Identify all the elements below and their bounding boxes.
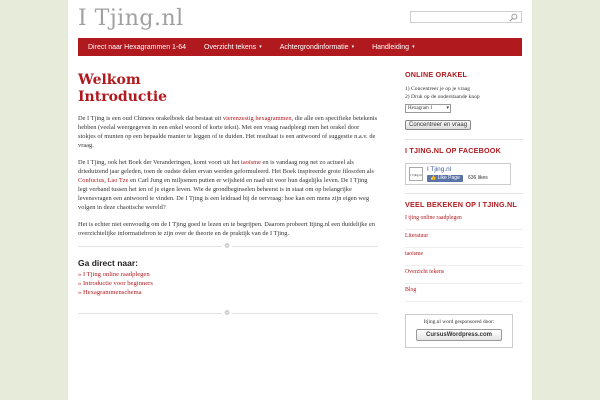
facebook-widget [405,163,511,185]
intro-paragraph-1: De I Tjing is een oud Chinees orakelboek dat bestaat uit vierenzestig hexagrammen, die alle een specifieke betekenis hebben (veelal weergegeven in een enkel woord of korte tekst). Met een vraag raadpleegt men het orakel door stokjes of munten op een bepaalde manier te leggen of te duiden. Het resultaat is een antwoord of suggestie n.a.v. de vraag. [78,115,378,149]
link-hexagrammen[interactable]: vierenzestig hexagrammen [222,115,292,122]
search-icon[interactable] [509,13,518,22]
go-link-hexagrammenschema[interactable]: » Hexagrammenschema [78,289,142,296]
nav-item-overzicht[interactable]: Overzicht tekens ▾ [204,43,262,51]
popular-item[interactable]: Blog [405,286,523,302]
concentreer-button[interactable]: Concentreer en vraag [405,120,471,130]
go-direct-heading: Ga direct naar: [78,258,138,268]
divider [405,139,523,140]
link-lao-tze[interactable]: Lao Tze [107,177,129,184]
popular-item[interactable]: Overzicht tekens [405,268,523,284]
nav-item-achtergrond[interactable]: Achtergrondinformatie ▾ [279,43,355,51]
online-orakel-heading: ONLINE ORAKEL [405,70,468,79]
go-link-introductie[interactable]: » Introductie voor beginners [78,280,153,287]
ornament-icon: ❁ [222,309,232,317]
facebook-like-button[interactable]: 👍 Like Page [427,175,463,182]
sponsor-box [405,314,513,348]
main-nav [78,38,522,56]
facebook-page-logo[interactable]: I Tjing.nl [409,167,423,181]
popular-item[interactable]: taoisme [405,250,523,266]
chevron-down-icon: ▾ [446,106,449,111]
facebook-page-name[interactable]: I Tjing.nl [427,166,452,173]
sponsor-button[interactable]: CursusWordpress.com [416,329,502,341]
sponsor-text: Itjing.nl word gesponsored door: [423,319,495,325]
popular-heading: VEEL BEKEKEN OP I TJING.NL [405,200,517,209]
chevron-down-icon: ▾ [412,44,415,50]
ornament-icon: ❁ [222,242,232,250]
go-direct-list [78,270,378,297]
chevron-down-icon: ▾ [259,44,262,50]
search-input[interactable] [410,11,522,23]
divider [405,193,523,194]
page-title: Welkom Introductie [78,72,168,105]
divider [78,309,378,317]
sidebar [405,70,523,348]
nav-item-handleiding[interactable]: Handleiding ▾ [372,43,415,51]
page [68,0,532,400]
chevron-down-icon: ▾ [351,44,355,50]
intro-paragraph-3: Het is echter niet eenvoudig om de I Tjing goed te lezen en te begrijpen. Daarom probeert Itjing.nl een duidelijke en overzichtelijke informatiebron te zijn over de theorie en de praktijk van de I Tjing. [78,221,375,237]
link-confucius[interactable]: Confucius [78,177,105,184]
intro-paragraph-2: De I Tjing, ook het Boek der Veranderingen, komt voort uit het taoïsme en is vandaag nog net zo actueel als drieduizend jaar geleden, toen de oudste delen ervan werden geformuleerd. Het Boek inspireerde grote filosofen als Confucius, Lao Tze en Carl Jung en miljoenen putten er wijsheid en raad uit voor hun dagelijks leven. De I Tjing legt verband tussen het ien of je eigen leven. Wie de grondbeginselen beheerst is in staat om op belangrijke levensvragen een antwoord te vinden. De I Tjing is een leidraad bij de oervraag: hoe kan een mens zijn eigen weg volgen in deze chaotische wereld? [78,159,374,211]
hexagram-select[interactable]: Hexagram 1 ▾ [405,104,451,113]
main-content [78,72,378,317]
go-link-raadplegen[interactable]: » I Tjing online raadplegen [78,271,150,278]
orakel-instructions: 1) Concentreer je op je vraag 2) Druk op de onderstaande knop [405,86,480,100]
nav-item-hexagrammen[interactable]: Direct naar Hexagrammen 1-64 [88,43,187,51]
facebook-heading: I TJING.NL OP FACEBOOK [405,146,501,155]
popular-list [405,214,523,302]
popular-item[interactable]: Literatuur [405,232,523,248]
popular-item[interactable]: I tjing online raadplegen [405,214,523,230]
divider [78,242,378,250]
facebook-like-count: 636 likes [468,175,488,181]
site-title[interactable]: I Tjing.nl [78,6,184,31]
link-taoisme[interactable]: taoïsme [241,159,261,166]
